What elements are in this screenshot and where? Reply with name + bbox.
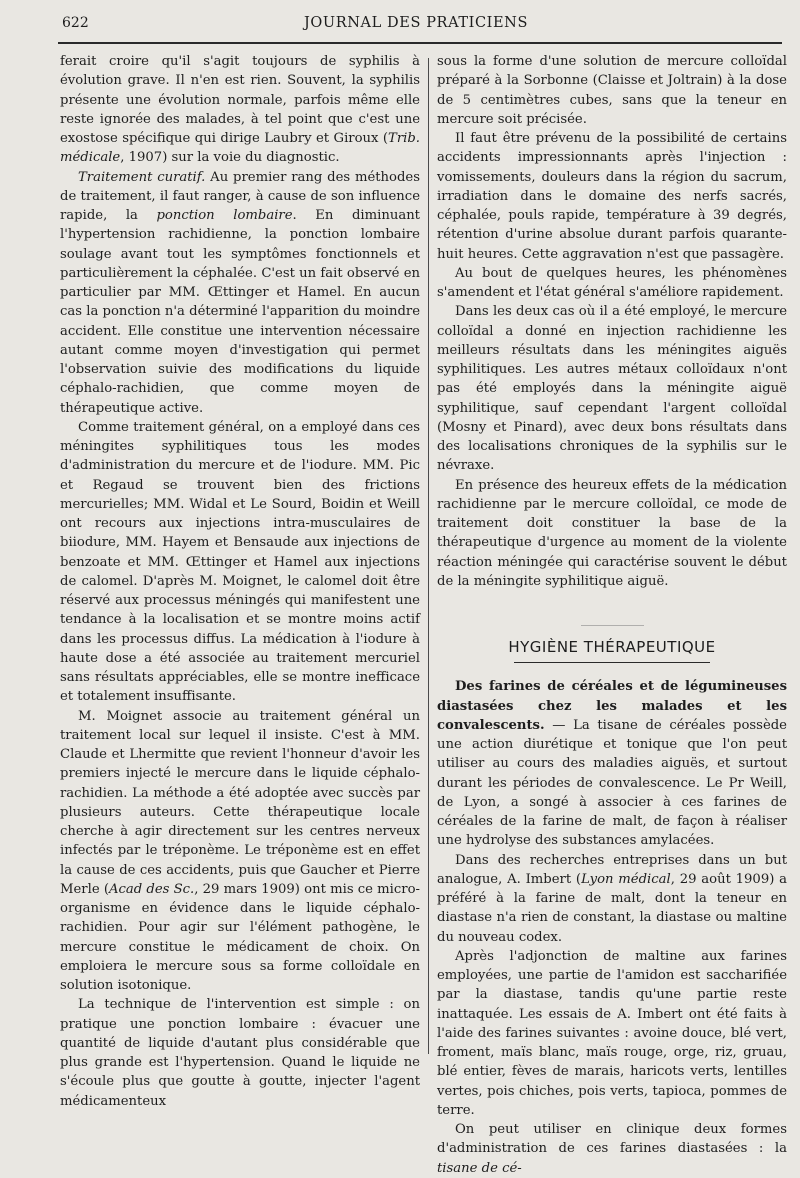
paragraph: Des farines de céréales et de légumineuses diastasées chez les malades et les convalescents. — La tisane de céréales possède une action diurétique et tonique que l'on peut utiliser au cours des maladies aiguës, et surtout durant les périodes de convalescence. Le Pr Weill, de Lyon, a songé à associer à ces farines de céréales de la farine de malt, de façon à réaliser une hydrolyse des substances amylacées. — [437, 679, 787, 849]
paragraph: Comme traitement général, on a employé dans ces méningites syphilitiques tous les modes d'administration du mercure et de l'iodure. MM. Pic et Regaud se trouvent bien des frictions mercurielles; MM. Widal et Le Sourd, Boidin et Weill ont recours aux injections intra-musculaires de biiodure, MM. Hayem et Bensaude aux injections de benzoate et MM. Œttinger et Hamel aux injections de calomel. D'après M. Moignet, le calomel doit être réservé aux processus méningés qui manifestent une tendance à la localisation et se montre moins actif dans les processus diffus. La médication à l'iodure à haute dose a été associée au traitement mercuriel sans résultats appréciables, elle se montre inefficace et totalement insuffisante. — [60, 419, 420, 705]
article-title: Des farines de céréales et de légumineuses diastasées chez les malades et les convalescents. — [437, 679, 787, 733]
paragraph: Dans les deux cas où il a été employé, le mercure colloïdal a donné en injection rachidienne les meilleurs résultats dans les méningites aiguës syphilitiques. Les autres métaux colloïdaux n'ont pas été employés dans la méningite aiguë syphilitique, sauf cependant l'argent colloïdal (Mosny et Pinard), avec deux bons résultats dans des localisations chroniques de la syphilis sur le névraxe. — [437, 304, 787, 474]
journal-title: JOURNAL DES PRATICIENS — [304, 15, 528, 31]
right-column — [437, 52, 787, 1178]
subheading: Traitement curatif. — [78, 169, 206, 185]
paragraph: En présence des heureux effets de la médication rachidienne par le mercure colloïdal, ce mode de traitement doit constituer la base de la thérapeutique d'urgence au moment de la violente réaction méningée qui caractérise souvent le début de la méningite syphilitique aiguë. — [437, 477, 787, 589]
section-underline — [514, 662, 710, 663]
paragraph: Après l'adjonction de maltine aux farines employées, une partie de l'amidon est saccharifiée par la diastase, tandis qu'une partie reste inattaquée. Les essais de A. Imbert ont été faits à l'aide des farines suivantes : avoine douce, blé vert, froment, maïs blanc, maïs rouge, orge, riz, gruau, blé entier, fèves de marais, haricots verts, lentilles vertes, pois chiches, pois verts, tapioca, pommes de terre. — [437, 948, 787, 1118]
page-number: 622 — [62, 15, 89, 31]
paragraph: Traitement curatif. Au premier rang des méthodes de traitement, il faut ranger, à cause de son influence rapide, la ponction lombaire. En diminuant l'hypertension rachidienne, la ponction lombaire soulage avant tout les symptômes fonctionnels et particulièrement la céphalée. C'est un fait observé en particulier par MM. Œttinger et Hamel. En aucun cas la ponction n'a déterminé l'apparition du moindre accident. Elle constitue une intervention nécessaire autant comme moyen d'investigation qui permet l'observation suivie des modifications du liquide céphalo-rachidien, que comme moyen de thérapeutique active. — [60, 169, 421, 416]
left-column — [60, 52, 420, 1111]
paragraph: M. Moignet associe au traitement général un traitement local sur lequel il insiste. C'est à MM. Claude et Lhermitte que revient l'honneur d'avoir les premiers injecté le mercure dans le liquide céphalo-rachidien. La méthode a été adoptée avec succès par plusieurs auteurs. Cette thérapeutique locale cherche à agir directement sur les centres nerveux infectés par le tréponème. Le tréponème est en effet la cause de ces accidents, puis que Gaucher et Pierre Merle (Acad des Sc., 29 mars 1909) ont mis ce micro-organisme en évidence dans le liquide céphalo-rachidien. Pour agir sur l'élément pathogène, le mercure constitue le médicament de choix. On emploiera le mercure sous sa forme colloïdale en solution isotonique. — [60, 708, 420, 993]
paragraph: On peut utiliser en clinique deux formes d'administration de ces farines diastasées : la tisane de cé- — [437, 1122, 787, 1176]
header-rule — [58, 42, 782, 44]
paragraph: Au bout de quelques heures, les phénomènes s'amendent et l'état général s'améliore rapidement. — [437, 265, 787, 300]
section-dash — [581, 625, 644, 626]
paragraph: sous la forme d'une solution de mercure colloïdal préparé à la Sorbonne (Claisse et Joltrain) à la dose de 5 centimètres cubes, sans que la teneur en mercure soit précisée. — [437, 54, 787, 127]
paragraph: La technique de l'intervention est simple : on pratique une ponction lombaire : évacuer une quantité de liquide d'autant plus considérable que plus grande est l'hypertension. Quand le liquide ne s'écoule plus que goutte à goutte, injecter l'agent médicamenteux — [60, 997, 420, 1109]
paragraph: Il faut être prévenu de la possibilité de certains accidents impressionnants après l'injection : vomissements, douleurs dans la région du sacrum, irradiation dans le domaine des nerfs sacrés, céphalée, pouls rapide, température à 39 degrés, rétention d'urine absolue durant parfois quarante-huit heures. Cette aggravation n'est que passagère. — [437, 131, 787, 262]
paragraph: Dans des recherches entreprises dans un but analogue, A. Imbert (Lyon médical, 29 août 1909) a préféré à la farine de malt, dont la teneur en diastase n'a rien de constant, la diastase ou maltine du nouveau codex. — [437, 852, 788, 945]
running-header — [62, 15, 770, 41]
paragraph: ferait croire qu'il s'agit toujours de syphilis à évolution grave. Il n'en est rien. Souvent, la syphilis présente une évolution normale, parfois même elle reste ignorée des malades, à tel point que c'est une exostose spécifique qui dirige Laubry et Giroux (Trib. médicale, 1907) sur la voie du diagnostic. — [60, 54, 420, 166]
section-heading — [437, 625, 787, 663]
column-divider — [428, 58, 429, 1054]
section-title: HYGIÈNE THÉRAPEUTIQUE — [508, 638, 716, 656]
